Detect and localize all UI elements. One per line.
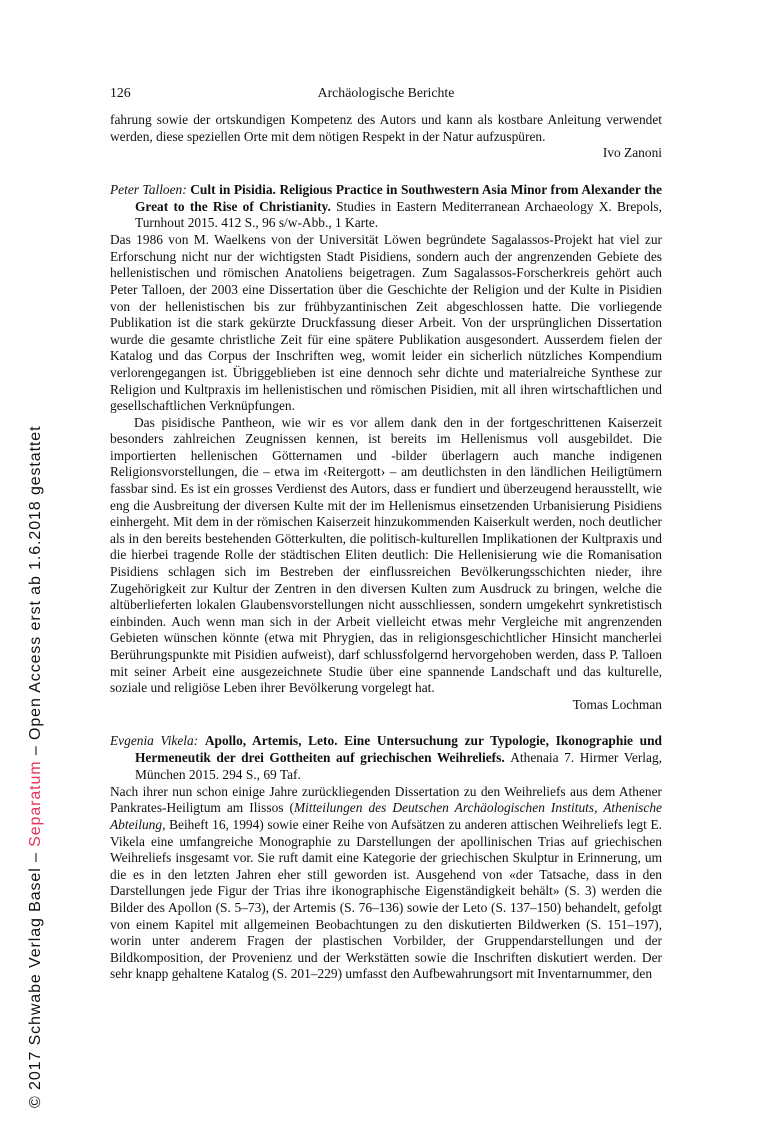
sidebar-separatum-label: Separatum <box>27 760 44 847</box>
review-publication-info: Athenaia 7. Hirmer Verlag, München 2015. 294 S., 69 Taf. <box>135 750 662 782</box>
journal-title: Archäologische Berichte <box>317 85 455 100</box>
body-text: Nach ihrer nun schon einige Jahre zurückliegenden Dissertation zu den Weihreliefs aus dem Athener Pankrates-Heiligtum am Ilissos ( <box>110 783 662 816</box>
review-author: Evgenia Vikela: <box>110 733 205 749</box>
copyright-sidebar <box>27 425 48 1108</box>
body-text: Das pisidische Pantheon, wie wir es vor allem dank den in der fortgeschrittenen Kaiserzeit besonders zahlreichen Zeugnissen kennen, ist bereits im Hellenismus voll ausgebildet. Die importierten hellenischen Götternamen und -bilder überlagern auch manche indigenen Religionsvorstellungen, die – etwa im ‹Reitergott› – am deutlichsten in den ländlichen Heiligtümern fassbar sind. Es ist ein grosses Verdienst des Autors, dass er fundiert und überzeugend herausstellt, wie eng die Ausbreitung der diversen Kulte mit der im Hellenismus einsetzenden Urbanisierung Pisidiens einhergeht. Mit dem in der römischen Kaiserzeit hinzukommenden Kaiserkult werden, noch deutlicher als in den bereits bestehenden Götterkulten, die politisch-kulturellen Implikationen der Kultpraxis und die hierbei tragende Rolle der städtischen Eliten deutlich: Die Hellenisierung wie die Romanisation Pisidiens schlagen sich im Bestreben der einflussreichen Bevölkerungsschichten nieder, ihre Zugehörigkeit zur Kultur der Zentren in den diversen Kulten zum Ausdruck zu bringen, welche die altüberlieferten lokalen Glaubensvorstellungen nicht ausschliessen, sondern umgekehrt synkretistisch einbinden. Auch wenn man sich in der Arbeit vielleicht etwas mehr Vergleiche mit angrenzenden Gebieten wünschen könnte (etwa mit Phrygien, das in religionsgeschichtlicher Hinsicht mancherlei Berührungspunkte mit Pisidien aufweist), darf schlussfolgernd hervorgehoben werden, dass P. Talloen mit seiner Arbeit eine ausgezeichnete Studie über eine spannende Landschaft und das kulturelle, soziale und religiöse Leben ihrer Bevölkerung vorgelegt hat. <box>110 414 662 696</box>
paragraph <box>110 415 662 697</box>
review-title: Cult in Pisidia. Religious Practice in Southwestern Asia Minor from Alexander the Great to the Rise of Christianity. <box>135 181 662 214</box>
review-title: Apollo, Artemis, Leto. Eine Untersuchung zur Typologie, Ikonographie und Hermeneutik der drei Gottheiten auf griechischen Weihreliefs. <box>135 733 662 766</box>
running-header <box>110 85 662 102</box>
sidebar-access-text: – Open Access erst ab 1.6.2018 gestattet <box>27 425 44 761</box>
paragraph <box>110 112 662 145</box>
paragraph <box>110 232 662 415</box>
text-blocks <box>110 112 662 983</box>
reviewer-signature: Ivo Zanoni <box>602 145 662 161</box>
reviewer-signature: Tomas Lochman <box>572 696 662 712</box>
page-number: 126 <box>110 85 131 100</box>
paragraph <box>110 784 662 983</box>
page-content <box>110 85 662 983</box>
review-heading <box>110 182 662 232</box>
review-author: Peter Talloen: <box>110 181 191 197</box>
body-text: , Beiheft 16, 1994) sowie einer Reihe von Aufsätzen zu anderen attischen Weihreliefs legt E. Vikela eine umfangreiche Monographie zu Darstellungen der apollinischen Trias auf griechischen Weihreliefs insgesamt vor. Sie ruft damit eine Kategorie der griechischen Skulptur in Erinnerung, um die es in den letzten Jahren eher still geworden ist. Ausgehend von «der Tatsache, dass in den Darstellungen jede Figur der Trias ihre ikonographische Eigenständigkeit behält» (S. 3) werden die Bilder des Apollon (S. 5–73), der Artemis (S. 76–136) sowie der Leto (S. 137–150) behandelt, gefolgt von einem Kapitel mit allgemeinen Beobachtungen zu den diskutierten Bildwerken (S. 151–197), worin unter anderem Fragen der plastischen Vorbilder, der Gruppendarstellungen und der Bildkomposition, der Provenienz und der Werkstätten sowie die Inschriften diskutiert werden. Der sehr knapp gehaltene Katalog (S. 201–229) umfasst den Aufbewahrungsort mit Inventarnummer, den <box>110 816 662 982</box>
body-text: Das 1986 von M. Waelkens von der Universität Löwen begründete Sagalassos-Projekt hat viel zur Erforschung nicht nur der wichtigsten Stadt Pisidiens, sondern auch der angrenzenden Gebiete des hellenistischen und römischen Anatoliens beigetragen. Zum Sagalassos-Forscherkreis gehört auch Peter Talloen, der 2003 eine Dissertation über die Geschichte der Religion und der Kulte in Pisidien von der hellenistischen bis zur frühbyzantinischen Zeit abgeschlossen hatte. Die vorliegende Publikation ist die stark gekürzte Druckfassung dieser Arbeit. Von der ursprünglichen Dissertation wurde die gesamte christliche Zeit für eine spätere Publikation ausgesondert. Ausserdem fielen der Katalog und das Corpus der Inschriften weg, womit leider ein sicherlich nützliches Kompendium verlorengegangen ist. Übriggeblieben ist eine dennoch sehr dichte und materialreiche Synthese zur Religion und Kultpraxis im hellenistischen und römischen Pisidien, mit all ihren wirtschaftlichen und gesellschaftlichen Verknüpfungen. <box>110 232 662 414</box>
cited-work: Mitteilungen des Deutschen Archäologischen Instituts, Athenische Abteilung <box>110 800 662 832</box>
sidebar-copyright-text: © 2017 Schwabe Verlag Basel – <box>27 846 44 1108</box>
review-heading <box>110 733 662 783</box>
body-text: fahrung sowie der ortskundigen Kompetenz des Autors und kann als kostbare Anleitung verwendet werden, diese speziellen Orte mit dem nötigen Respekt in der Natur aufzuspüren. <box>110 112 662 144</box>
review-publication-info: Studies in Eastern Mediterranean Archaeology X. Brepols, Turnhout 2015. 412 S., 96 s/w-Abb., 1 Karte. <box>135 198 662 231</box>
